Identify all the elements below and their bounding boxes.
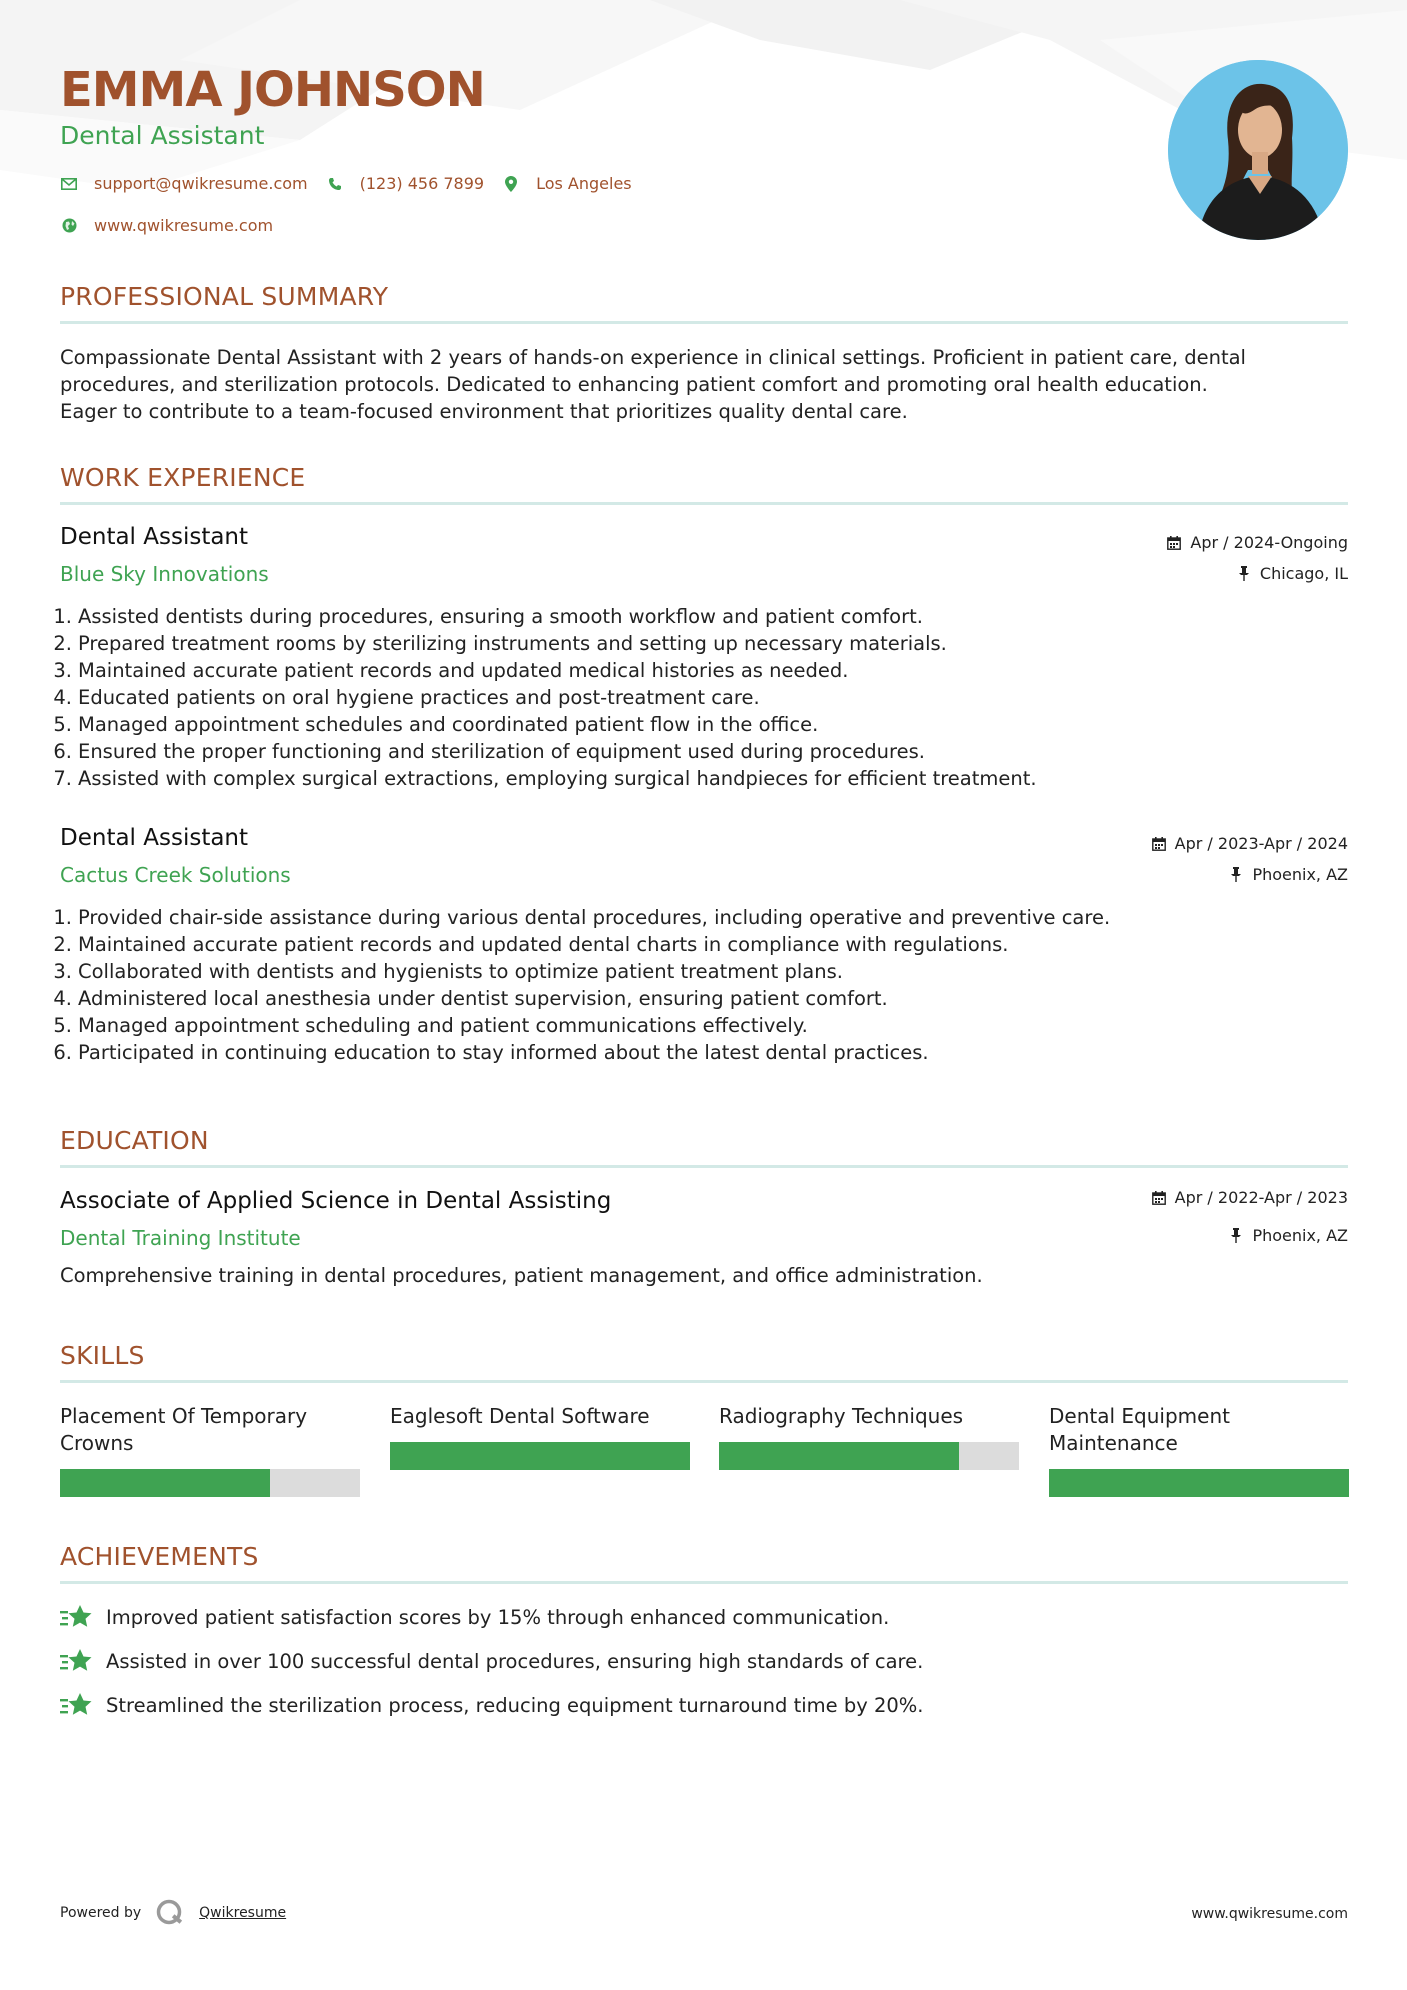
contact-website[interactable] (60, 216, 273, 235)
candidate-role: Dental Assistant (60, 121, 265, 150)
pushpin-icon (1228, 1228, 1244, 1244)
contact-email-text: support@qwikresume.com (94, 174, 308, 193)
job-location (1236, 564, 1348, 583)
skill-level-fill (60, 1469, 270, 1497)
list-item: 2. Prepared treatment rooms by sterilizing instruments and setting up necessary materials. (53, 632, 947, 655)
job-title: Dental Assistant (60, 825, 249, 851)
achievement-item (60, 1647, 923, 1675)
pushpin-icon (1228, 867, 1244, 883)
pushpin-icon (1236, 566, 1252, 582)
skill-name: Radiography Techniques (719, 1404, 964, 1428)
achievement-item (60, 1603, 889, 1631)
education-location-text: Phoenix, AZ (1252, 1226, 1348, 1245)
education-school: Dental Training Institute (60, 1226, 301, 1250)
candidate-name: EMMA JOHNSON (60, 62, 485, 118)
job-dates-text: Apr / 2024-Ongoing (1190, 533, 1348, 552)
skill-item (1049, 1403, 1349, 1457)
list-item: 1. Assisted dentists during procedures, ensuring a smooth workflow and patient comfort. (53, 605, 923, 628)
section-divider (60, 1581, 1348, 1584)
contact-row-secondary (60, 216, 291, 235)
skill-item (719, 1403, 1019, 1430)
footer-powered-by (60, 1898, 286, 1928)
contact-website-text: www.qwikresume.com (94, 216, 274, 235)
education-degree: Associate of Applied Science in Dental Assisting (60, 1188, 612, 1214)
section-title-experience: WORK EXPERIENCE (60, 463, 306, 492)
education-location (1228, 1226, 1348, 1245)
profile-photo (1168, 60, 1348, 240)
summary-line: Eager to contribute to a team-focused environment that prioritizes quality dental care. (60, 400, 908, 423)
job-dates (1151, 834, 1348, 853)
globe-icon (60, 217, 78, 235)
achievement-text: Streamlined the sterilization process, reducing equipment turnaround time by 20%. (106, 1693, 924, 1717)
job-title: Dental Assistant (60, 524, 249, 550)
skill-level-bar (390, 1442, 690, 1470)
job-dates-text: Apr / 2023-Apr / 2024 (1174, 834, 1348, 853)
list-item: 1. Provided chair-side assistance during various dental procedures, including operative and preventive care. (53, 906, 1111, 929)
education-description: Comprehensive training in dental procedures, patient management, and office administration. (60, 1264, 983, 1287)
job-location-text: Chicago, IL (1259, 564, 1348, 583)
list-item: 7. Assisted with complex surgical extractions, employing surgical handpieces for efficient treatment. (53, 767, 1037, 790)
list-item: 5. Managed appointment schedules and coordinated patient flow in the office. (53, 713, 819, 736)
list-item: 2. Maintained accurate patient records and updated dental charts in compliance with regulations. (53, 933, 1009, 956)
summary-text (60, 344, 1348, 425)
envelope-icon (60, 175, 78, 193)
job-company: Blue Sky Innovations (60, 562, 269, 586)
list-item: 5. Managed appointment scheduling and patient communications effectively. (53, 1014, 808, 1037)
qwikresume-link[interactable]: Qwikresume (199, 1905, 287, 1921)
achievement-text: Improved patient satisfaction scores by 15% through enhanced communication. (106, 1605, 890, 1629)
footer-website[interactable]: www.qwikresume.com (1191, 1906, 1348, 1922)
list-item: 3. Maintained accurate patient records and updated medical histories as needed. (53, 659, 849, 682)
star-icon (60, 1647, 92, 1675)
job-company: Cactus Creek Solutions (60, 863, 291, 887)
calendar-icon (1151, 1190, 1167, 1206)
contact-phone[interactable] (326, 174, 484, 193)
contact-row-primary (60, 174, 650, 193)
qwikresume-logo-icon (155, 1898, 185, 1928)
profile-photo-illustration (1168, 60, 1348, 240)
achievement-item (60, 1691, 924, 1719)
map-pin-icon (502, 175, 520, 193)
job-location-text: Phoenix, AZ (1252, 865, 1348, 884)
section-divider (60, 1380, 1348, 1383)
job-bullet-list (52, 904, 1352, 1066)
skill-item (390, 1403, 690, 1430)
achievement-text: Assisted in over 100 successful dental procedures, ensuring high standards of care. (106, 1649, 924, 1673)
section-title-education: EDUCATION (60, 1126, 209, 1155)
contact-email[interactable] (60, 174, 308, 193)
education-dates (1151, 1188, 1348, 1207)
section-divider (60, 321, 1348, 324)
summary-line: procedures, and sterilization protocols. Dedicated to enhancing patient comfort and promoting oral health education. (60, 373, 1208, 396)
contact-location (502, 174, 632, 193)
job-location (1228, 865, 1348, 884)
skill-item (60, 1403, 360, 1457)
skill-level-fill (719, 1442, 959, 1470)
list-item: 4. Administered local anesthesia under dentist supervision, ensuring patient comfort. (53, 987, 888, 1010)
powered-by-label: Powered by (60, 1905, 142, 1921)
calendar-icon (1166, 535, 1182, 551)
section-divider (60, 502, 1348, 505)
skill-name: Eaglesoft Dental Software (390, 1404, 650, 1428)
section-divider (60, 1165, 1348, 1168)
skill-level-bar (1049, 1469, 1349, 1497)
list-item: 6. Ensured the proper functioning and sterilization of equipment used during procedures. (53, 740, 925, 763)
summary-line: Compassionate Dental Assistant with 2 years of hands-on experience in clinical settings. Proficient in patient care, dental (60, 346, 1246, 369)
skill-level-fill (1049, 1469, 1349, 1497)
list-item: 6. Participated in continuing education to stay informed about the latest dental practices. (53, 1041, 929, 1064)
section-title-skills: SKILLS (60, 1341, 145, 1370)
skill-name: Dental Equipment Maintenance (1049, 1404, 1230, 1455)
skill-name: Placement Of Temporary Crowns (60, 1404, 308, 1455)
section-title-achievements: ACHIEVEMENTS (60, 1542, 259, 1571)
skill-level-bar (60, 1469, 360, 1497)
job-bullet-list (52, 603, 1352, 792)
contact-location-text: Los Angeles (536, 174, 632, 193)
list-item: 4. Educated patients on oral hygiene practices and post-treatment care. (53, 686, 760, 709)
star-icon (60, 1603, 92, 1631)
calendar-icon (1151, 836, 1167, 852)
job-dates (1166, 533, 1348, 552)
phone-icon (326, 175, 344, 193)
resume-header (60, 62, 1060, 152)
skill-level-fill (390, 1442, 690, 1470)
education-dates-text: Apr / 2022-Apr / 2023 (1174, 1188, 1348, 1207)
skill-level-bar (719, 1442, 1019, 1470)
section-title-summary: PROFESSIONAL SUMMARY (60, 282, 389, 311)
list-item: 3. Collaborated with dentists and hygienists to optimize patient treatment plans. (53, 960, 843, 983)
star-icon (60, 1691, 92, 1719)
contact-phone-text: (123) 456 7899 (359, 174, 485, 193)
